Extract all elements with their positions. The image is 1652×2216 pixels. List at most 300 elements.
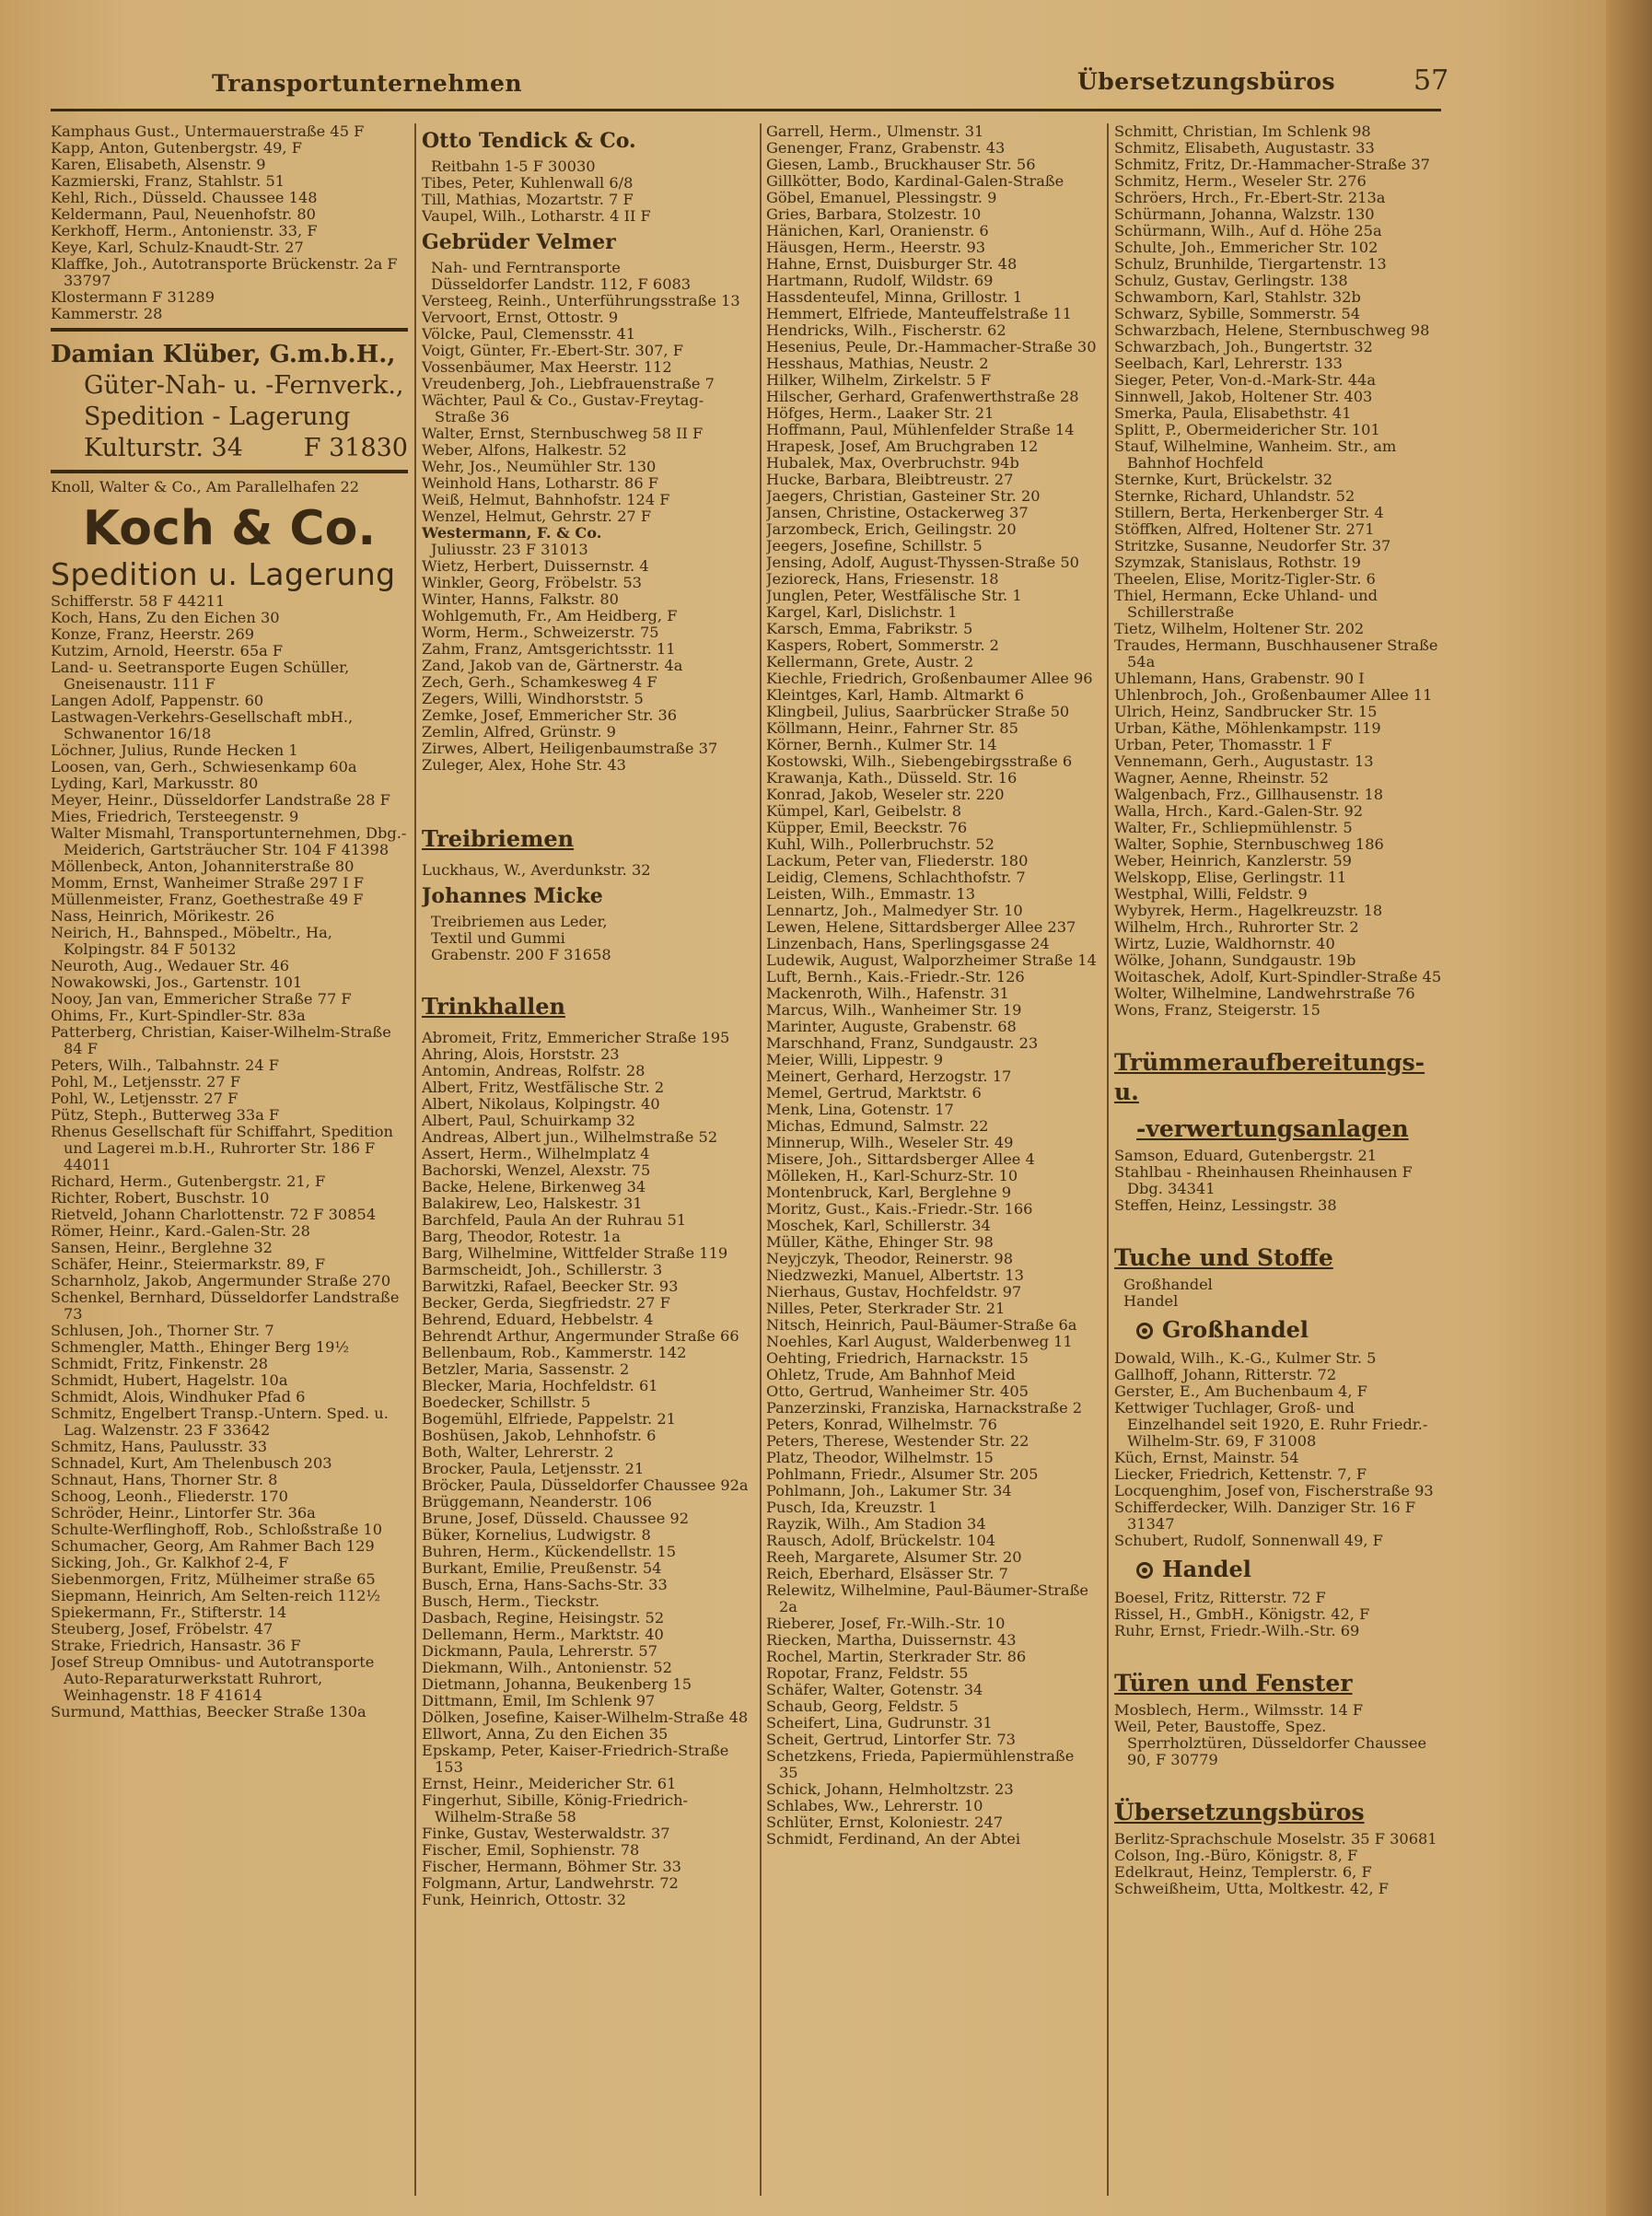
directory-entry: Genenger, Franz, Grabenstr. 43 xyxy=(766,139,1006,157)
directory-entry: Zuleger, Alex, Hohe Str. 43 xyxy=(422,756,626,774)
directory-entry: Kleintges, Karl, Hamb. Altmarkt 6 xyxy=(766,686,1025,704)
directory-entry: Edelkraut, Heinz, Templerstr. 6, F xyxy=(1114,1863,1372,1881)
directory-entry: Schifferstr. 58 F 44211 xyxy=(51,592,226,610)
directory-entry: Leidig, Clemens, Schlachthofstr. 7 xyxy=(766,869,1026,886)
directory-entry: Steffen, Heinz, Lessingstr. 38 xyxy=(1114,1196,1337,1214)
directory-entry: Hemmert, Elfriede, Manteuffelstraße 11 xyxy=(766,305,1072,322)
directory-entry: Kamphaus Gust., Untermauerstraße 45 F xyxy=(51,123,365,140)
ad-damian-klueber xyxy=(51,328,408,473)
directory-entry: Dellemann, Herm., Marktstr. 40 xyxy=(422,1626,664,1643)
directory-entry: Barmscheidt, Joh., Schillerstr. 3 xyxy=(422,1261,663,1278)
directory-entry: Körner, Bernh., Kulmer Str. 14 xyxy=(766,736,997,753)
directory-entry: Zegers, Willi, Windhorststr. 5 xyxy=(422,690,644,707)
directory-entry: Hahne, Ernst, Duisburger Str. 48 xyxy=(766,255,1018,273)
directory-entry: Kümpel, Karl, Geibelstr. 8 xyxy=(766,802,962,820)
directory-entry: Pohlmann, Joh., Lakumer Str. 34 xyxy=(766,1482,1012,1499)
directory-entry: Funk, Heinrich, Ottostr. 32 xyxy=(422,1891,626,1908)
directory-entry: Albert, Nikolaus, Kolpingstr. 40 xyxy=(422,1095,660,1113)
directory-entry: Schlabes, Ww., Lehrerstr. 10 xyxy=(766,1797,983,1814)
directory-entry: Schmidt, Alois, Windhuker Pfad 6 xyxy=(51,1388,306,1405)
directory-entry: Walla, Hrch., Kard.-Galen-Str. 92 xyxy=(1114,802,1364,820)
directory-entry: Rochel, Martin, Sterkrader Str. 86 xyxy=(766,1648,1027,1665)
directory-entry: Nah- und Ferntransporte xyxy=(431,259,621,276)
directory-entry: Neuroth, Aug., Wedauer Str. 46 xyxy=(51,957,290,974)
directory-entry: Weber, Alfons, Halkestr. 52 xyxy=(422,441,627,459)
directory-entry: Wietz, Herbert, Duissernstr. 4 xyxy=(422,557,649,575)
directory-entry: Neyjczyk, Theodor, Reinerstr. 98 xyxy=(766,1250,1013,1267)
ad-westermann-name: Westermann, F. & Co. xyxy=(422,524,602,542)
directory-entry: Schaub, Georg, Feldstr. 5 xyxy=(766,1697,959,1715)
directory-entry: Jezioreck, Hans, Friesenstr. 18 xyxy=(766,570,999,588)
directory-entry: Kerkhoff, Herm., Antonienstr. 33, F xyxy=(51,222,318,239)
directory-entry: Nierhaus, Gustav, Hochfeldstr. 97 xyxy=(766,1283,1022,1300)
directory-entry: Hucke, Barbara, Bleibtreustr. 27 xyxy=(766,471,1014,488)
directory-entry: Wölke, Johann, Sundgaustr. 19b xyxy=(1114,951,1356,969)
directory-entry: Epskamp, Peter, Kaiser-Friedrich-Straße 153 xyxy=(422,1742,729,1776)
directory-entry: Montenbruck, Karl, Berglehne 9 xyxy=(766,1184,1012,1201)
tuche-subcategory: Handel xyxy=(1123,1292,1179,1310)
directory-entry: Misere, Joh., Sittardsberger Allee 4 xyxy=(766,1150,1035,1168)
page-number: 57 xyxy=(1414,64,1449,97)
ad-tendick-address: Reitbahn 1-5 F 30030 xyxy=(431,157,596,175)
directory-entry: Barwitzki, Rafael, Beecker Str. 93 xyxy=(422,1277,679,1295)
directory-entry: Gallhoff, Johann, Ritterstr. 72 xyxy=(1114,1366,1337,1383)
directory-entry: Andreas, Albert jun., Wilhelmstraße 52 xyxy=(422,1128,718,1146)
directory-entry: Scharnholz, Jakob, Angermunder Straße 270 xyxy=(51,1272,391,1289)
directory-entry: Klingbeil, Julius, Saarbrücker Straße 50 xyxy=(766,703,1070,720)
directory-entry: Römer, Heinr., Kard.-Galen-Str. 28 xyxy=(51,1222,310,1240)
directory-entry: Brocker, Paula, Letjensstr. 21 xyxy=(422,1460,645,1477)
directory-entry: Schumacher, Georg, Am Rahmer Bach 129 xyxy=(51,1537,375,1555)
directory-entry: Ellwort, Anna, Zu den Eichen 35 xyxy=(422,1725,669,1743)
directory-entry: Schwarz, Sybille, Sommerstr. 54 xyxy=(1114,305,1361,322)
directory-entry: Ernst, Heinr., Meidericher Str. 61 xyxy=(422,1775,677,1792)
directory-entry: Schlusen, Joh., Thorner Str. 7 xyxy=(51,1322,274,1339)
directory-entry: Schwarzbach, Helene, Sternbuschweg 98 xyxy=(1114,321,1430,339)
directory-entry: Weber, Heinrich, Kanzlerstr. 59 xyxy=(1114,852,1352,869)
directory-entry: Rissel, H., GmbH., Königstr. 42, F xyxy=(1114,1605,1370,1623)
directory-entry: Schäfer, Walter, Gotenstr. 34 xyxy=(766,1681,983,1698)
directory-entry: Hassdenteufel, Minna, Grillostr. 1 xyxy=(766,288,1023,306)
directory-entry: Blecker, Maria, Hochfeldstr. 61 xyxy=(422,1377,658,1394)
directory-entry: Wilhelm, Hrch., Ruhrorter Str. 2 xyxy=(1114,918,1359,936)
directory-entry: Peters, Wilh., Talbahnstr. 24 F xyxy=(51,1056,280,1074)
directory-entry: Ludewik, August, Walporzheimer Straße 14 xyxy=(766,951,1097,969)
directory-entry: Steuberg, Josef, Fröbelstr. 47 xyxy=(51,1620,273,1638)
directory-entry: Möllenbeck, Anton, Johanniterstraße 80 xyxy=(51,857,355,875)
directory-entry: Platz, Theodor, Wilhelmstr. 15 xyxy=(766,1449,994,1466)
directory-entry: Hilscher, Gerhard, Grafenwerthstraße 28 xyxy=(766,388,1079,405)
directory-entry: Grabenstr. 200 F 31658 xyxy=(431,946,611,963)
directory-entry: Schröder, Heinr., Lintorfer Str. 36a xyxy=(51,1504,316,1522)
directory-entry: Richter, Robert, Buschstr. 10 xyxy=(51,1189,270,1207)
directory-entry: Otto, Gertrud, Wanheimer Str. 405 xyxy=(766,1382,1029,1400)
directory-entry: Schifferdecker, Wilh. Danziger Str. 16 F 31347 xyxy=(1114,1499,1416,1533)
section-heading-trinkhallen: Trinkhallen xyxy=(422,993,565,1020)
directory-entry: Neirich, H., Bahnsped., Möbeltr., Ha, Kolpingstr. 84 F 50132 xyxy=(51,924,332,958)
directory-entry: Siepmann, Heinrich, Am Selten-reich 112½ xyxy=(51,1587,381,1604)
directory-entry: Schmitz, Fritz, Dr.-Hammacher-Straße 37 xyxy=(1114,156,1430,173)
directory-entry: Welskopp, Elise, Gerlingstr. 11 xyxy=(1114,869,1347,886)
directory-entry: Urban, Peter, Thomasstr. 1 F xyxy=(1114,736,1332,753)
directory-entry: Sternke, Richard, Uhlandstr. 52 xyxy=(1114,487,1355,505)
directory-entry: Walter, Sophie, Sternbuschweg 186 xyxy=(1114,835,1384,853)
subheading-label: Großhandel xyxy=(1162,1316,1309,1343)
directory-entry: Bröcker, Paula, Düsseldorfer Chaussee 92a xyxy=(422,1476,749,1494)
directory-entry: Voigt, Günter, Fr.-Ebert-Str. 307, F xyxy=(422,342,683,359)
directory-entry: Hoffmann, Paul, Mühlenfelder Straße 14 xyxy=(766,421,1075,438)
directory-entry: Dietmann, Johanna, Beukenberg 15 xyxy=(422,1675,692,1693)
directory-entry: Mackenroth, Wilh., Hafenstr. 31 xyxy=(766,985,1009,1002)
directory-entry: Kuhl, Wilh., Pollerbruchstr. 52 xyxy=(766,835,995,853)
directory-entry: Fischer, Emil, Sophienstr. 78 xyxy=(422,1841,640,1859)
directory-entry: Urban, Käthe, Möhlenkampstr. 119 xyxy=(1114,719,1381,737)
directory-entry: Walter, Fr., Schliepmühlenstr. 5 xyxy=(1114,819,1353,836)
directory-entry: Boedecker, Schillstr. 5 xyxy=(422,1394,591,1411)
ad-koch-line: Spedition u. Lagerung xyxy=(51,556,396,592)
directory-entry: Wirtz, Luzie, Waldhornstr. 40 xyxy=(1114,935,1335,952)
directory-entry: Hendricks, Wilh., Fischerstr. 62 xyxy=(766,321,1006,339)
directory-entry: Langen Adolf, Pappenstr. 60 xyxy=(51,692,264,709)
directory-entry: Kapp, Anton, Gutenbergstr. 49, F xyxy=(51,139,302,157)
entry-list xyxy=(51,479,408,496)
directory-entry: Stöffken, Alfred, Holtener Str. 271 xyxy=(1114,520,1375,538)
column-divider xyxy=(760,123,762,2196)
directory-entry: Land- u. Seetransporte Eugen Schüller, Gneisenaustr. 111 F xyxy=(51,659,350,693)
directory-entry: Patterberg, Christian, Kaiser-Wilhelm-Straße 84 F xyxy=(51,1023,391,1057)
directory-entry: Weil, Peter, Baustoffe, Spez. Sperrholztüren, Düsseldorfer Chaussee 90, F 30779 xyxy=(1114,1718,1427,1768)
entry-list xyxy=(1114,1590,1446,1639)
directory-entry: Backe, Helene, Birkenweg 34 xyxy=(422,1178,646,1195)
directory-entry: Zahm, Franz, Amtsgerichtsstr. 11 xyxy=(422,640,676,658)
directory-entry: Zirwes, Albert, Heiligenbaumstraße 37 xyxy=(422,740,718,757)
directory-entry: Stahlbau - Rheinhausen Rheinhausen F Dbg. 34341 xyxy=(1114,1163,1413,1197)
directory-entry: Schoog, Leonh., Fliederstr. 170 xyxy=(51,1487,288,1505)
directory-entry: Kutzim, Arnold, Heerstr. 65a F xyxy=(51,642,284,659)
directory-entry: Jensing, Adolf, August-Thyssen-Straße 50 xyxy=(766,554,1079,571)
directory-entry: Schmidt, Fritz, Finkenstr. 28 xyxy=(51,1355,269,1372)
directory-entry: Samson, Eduard, Gutenbergstr. 21 xyxy=(1114,1147,1378,1164)
directory-entry: Schäfer, Heinr., Steiermarkstr. 89, F xyxy=(51,1255,326,1273)
directory-entry: Linzenbach, Hans, Sperlingsgasse 24 xyxy=(766,935,1050,952)
directory-entry: Memel, Gertrud, Marktstr. 6 xyxy=(766,1084,982,1102)
directory-entry: Meier, Willi, Lippestr. 9 xyxy=(766,1051,944,1068)
ad-line xyxy=(51,433,408,464)
directory-entry: Völcke, Paul, Clemensstr. 41 xyxy=(422,325,636,343)
directory-entry: Zand, Jakob van de, Gärtnerstr. 4a xyxy=(422,657,683,674)
directory-entry: Liecker, Friedrich, Kettenstr. 7, F xyxy=(1114,1465,1367,1483)
directory-entry: Göbel, Emanuel, Plessingstr. 9 xyxy=(766,189,997,206)
directory-entry: Surmund, Matthias, Beecker Straße 130a xyxy=(51,1703,366,1720)
directory-entry: Schenkel, Bernhard, Düsseldorfer Landstraße 73 xyxy=(51,1289,400,1323)
entry: Luckhaus, W., Averdunkstr. 32 xyxy=(422,861,651,879)
directory-entry: Jarzombeck, Erich, Geilingstr. 20 xyxy=(766,520,1017,538)
directory-entry: Schürmann, Johanna, Walzstr. 130 xyxy=(1114,205,1375,223)
column-3 xyxy=(766,123,1098,2196)
directory-entry: Meyer, Heinr., Düsseldorfer Landstraße 28 F xyxy=(51,791,390,809)
ad-velmer-name: Gebrüder Velmer xyxy=(422,230,616,254)
directory-entry: Ahring, Alois, Horststr. 23 xyxy=(422,1045,620,1063)
directory-entry: Leisten, Wilh., Emmastr. 13 xyxy=(766,885,976,903)
directory-entry: Meinert, Gerhard, Herzogstr. 17 xyxy=(766,1067,1012,1085)
directory-entry: Dowald, Wilh., K.-G., Kulmer Str. 5 xyxy=(1114,1349,1377,1367)
directory-entry: Schmitz, Elisabeth, Augustastr. 33 xyxy=(1114,139,1375,157)
section-heading-truemmer: Trümmeraufbereitungs- u. xyxy=(1114,1049,1425,1105)
subheading-label: Handel xyxy=(1162,1556,1251,1582)
directory-entry: Wolter, Wilhelmine, Landwehrstraße 76 xyxy=(1114,985,1415,1002)
directory-entry: Sinnwell, Jakob, Holtener Str. 403 xyxy=(1114,388,1373,405)
directory-entry: Splitt, P., Obermeidericher Str. 101 xyxy=(1114,421,1380,438)
ad-westermann-address: Juliusstr. 23 F 31013 xyxy=(431,541,588,558)
directory-entry: Spiekermann, Fr., Stifterstr. 14 xyxy=(51,1604,287,1621)
directory-entry: Peters, Therese, Westender Str. 22 xyxy=(766,1432,1030,1450)
section-heading-uebersetzung: Übersetzungsbüros xyxy=(1114,1799,1365,1825)
subheading-grosshandel xyxy=(1114,1315,1446,1345)
ad-line: Spedition - Lagerung xyxy=(84,402,351,431)
directory-entry: Bachorski, Wenzel, Alexstr. 75 xyxy=(422,1161,651,1179)
directory-entry: Becker, Gerda, Siegfriedstr. 27 F xyxy=(422,1294,670,1312)
directory-entry: Woitaschek, Adolf, Kurt-Spindler-Straße 45 xyxy=(1114,968,1442,986)
entry-list xyxy=(51,593,408,1720)
directory-entry: Sansen, Heinr., Berglehne 32 xyxy=(51,1239,273,1256)
directory-entry: Schwamborn, Karl, Stahlstr. 32b xyxy=(1114,288,1361,306)
directory-entry: Klaffke, Joh., Autotransporte Brückenstr. 2a F 33797 xyxy=(51,255,398,289)
directory-entry: Gillkötter, Bodo, Kardinal-Galen-Straße xyxy=(766,172,1064,190)
page-edge xyxy=(1606,0,1652,2216)
directory-entry: Schröers, Hrch., Fr.-Ebert-Str. 213a xyxy=(1114,189,1386,206)
directory-entry: Dölken, Josefine, Kaiser-Wilhelm-Straße 48 xyxy=(422,1709,749,1726)
ad-micke-lines xyxy=(422,914,753,963)
ad-micke-name: Johannes Micke xyxy=(422,884,603,908)
directory-entry: Reich, Eberhard, Elsässer Str. 7 xyxy=(766,1565,1008,1582)
directory-entry: Brune, Josef, Düsseld. Chaussee 92 xyxy=(422,1510,690,1527)
directory-entry: Peters, Konrad, Wilhelmstr. 76 xyxy=(766,1416,997,1433)
directory-entry: Richard, Herm., Gutenbergstr. 21, F xyxy=(51,1172,326,1190)
directory-entry: Zemke, Josef, Emmericher Str. 36 xyxy=(422,706,678,724)
directory-entry: Bellenbaum, Rob., Kammerstr. 142 xyxy=(422,1344,687,1361)
directory-entry: Folgmann, Artur, Landwehrstr. 72 xyxy=(422,1874,679,1892)
directory-entry: Rausch, Adolf, Brückelstr. 104 xyxy=(766,1532,996,1549)
directory-entry: Stillern, Berta, Herkenberger Str. 4 xyxy=(1114,504,1384,521)
directory-entry: Uhlenbroch, Joh., Großenbaumer Allee 11 xyxy=(1114,686,1433,704)
ad-phone: F 31830 xyxy=(303,434,408,462)
entry-list xyxy=(422,293,753,525)
directory-entry: Momm, Ernst, Wanheimer Straße 297 I F xyxy=(51,874,365,892)
directory-entry: Jeegers, Josefine, Schillstr. 5 xyxy=(766,537,983,554)
directory-entry: Nitsch, Heinrich, Paul-Bäumer-Straße 6a xyxy=(766,1316,1077,1334)
directory-entry: Weiß, Helmut, Bahnhofstr. 124 F xyxy=(422,491,670,508)
section-heading-treibriemen: Treibriemen xyxy=(422,825,575,852)
directory-entry: Küch, Ernst, Mainstr. 54 xyxy=(1114,1449,1299,1466)
directory-entry: Siebenmorgen, Fritz, Mülheimer straße 65 xyxy=(51,1570,376,1588)
directory-entry: Seelbach, Karl, Lehrerstr. 133 xyxy=(1114,355,1343,372)
directory-entry: Schürmann, Wilh., Auf d. Höhe 25a xyxy=(1114,222,1382,239)
directory-entry: Oehting, Friedrich, Harnackstr. 15 xyxy=(766,1349,1029,1367)
directory-entry: Scheit, Gertrud, Lintorfer Str. 73 xyxy=(766,1731,1016,1748)
directory-entry: Giesen, Lamb., Bruckhauser Str. 56 xyxy=(766,156,1036,173)
directory-entry: Wons, Franz, Steigerstr. 15 xyxy=(1114,1001,1320,1019)
directory-entry: Panzerzinski, Franziska, Harnackstraße 2 xyxy=(766,1399,1083,1417)
entry-list xyxy=(1114,1350,1446,1549)
directory-entry: Riecken, Martha, Duissernstr. 43 xyxy=(766,1631,1017,1649)
directory-entry: Traudes, Hermann, Buschhausener Straße 54a xyxy=(1114,636,1438,671)
entry-list xyxy=(1114,1702,1446,1768)
directory-entry: Schulz, Gustav, Gerlingstr. 138 xyxy=(1114,272,1348,289)
directory-entry: Nooy, Jan van, Emmericher Straße 77 F xyxy=(51,990,352,1008)
directory-entry: Wagner, Aenne, Rheinstr. 52 xyxy=(1114,769,1329,787)
directory-entry: Barg, Theodor, Rotestr. 1a xyxy=(422,1228,621,1245)
directory-entry: Walter, Ernst, Sternbuschweg 58 II F xyxy=(422,425,704,442)
directory-entry: Ruhr, Ernst, Friedr.-Wilh.-Str. 69 xyxy=(1114,1622,1360,1639)
directory-entry: Dasbach, Regine, Heisingstr. 52 xyxy=(422,1609,665,1627)
directory-entry: Knoll, Walter & Co., Am Parallelhafen 22 xyxy=(51,478,360,496)
header-left-title: Transportunternehmen xyxy=(212,70,523,97)
directory-entry: Sternke, Kurt, Brückelstr. 32 xyxy=(1114,471,1333,488)
entry-list xyxy=(1114,123,1446,1019)
directory-entry: Till, Mathias, Mozartstr. 7 F xyxy=(422,191,634,208)
directory-entry: Tietz, Wilhelm, Holtener Str. 202 xyxy=(1114,620,1365,637)
directory-entry: Diekmann, Wilh., Antonienstr. 52 xyxy=(422,1659,672,1676)
directory-entry: Dickmann, Paula, Lehrerstr. 57 xyxy=(422,1642,658,1660)
directory-entry: Junglen, Peter, Westfälische Str. 1 xyxy=(766,587,1022,604)
directory-entry: Reeh, Margarete, Alsumer Str. 20 xyxy=(766,1548,1022,1566)
directory-entry: Vennemann, Gerh., Augustastr. 13 xyxy=(1114,752,1374,770)
section-heading-truemmer-2: -verwertungsanlagen xyxy=(1136,1115,1409,1142)
directory-entry: Kehl, Rich., Düsseld. Chaussee 148 xyxy=(51,189,318,206)
directory-entry: Moritz, Gust., Kais.-Friedr.-Str. 166 xyxy=(766,1200,1033,1218)
directory-entry: Scheifert, Lina, Gudrunstr. 31 xyxy=(766,1714,993,1732)
directory-entry: Wybyrek, Herm., Hagelkreuzstr. 18 xyxy=(1114,902,1383,919)
header-right-title: Übersetzungsbüros xyxy=(1077,68,1336,95)
directory-entry: Wehr, Jos., Neumühler Str. 130 xyxy=(422,458,657,475)
directory-entry: Tibes, Peter, Kuhlenwall 6/8 xyxy=(422,174,634,192)
ad-line: Güter-Nah- u. -Fernverk., xyxy=(84,371,404,400)
directory-entry: Hartmann, Rudolf, Wildstr. 69 xyxy=(766,272,994,289)
directory-entry: Gries, Barbara, Stolzestr. 10 xyxy=(766,205,982,223)
entry-list xyxy=(1114,1831,1446,1897)
directory-entry: Büker, Kornelius, Ludwigstr. 8 xyxy=(422,1526,651,1544)
directory-entry: Karen, Elisabeth, Alsenstr. 9 xyxy=(51,156,266,173)
directory-entry: Ohims, Fr., Kurt-Spindler-Str. 83a xyxy=(51,1007,306,1024)
directory-entry: Berlitz-Sprachschule Moselstr. 35 F 30681 xyxy=(1114,1830,1437,1848)
directory-entry: Hesenius, Peule, Dr.-Hammacher-Straße 30 xyxy=(766,338,1097,356)
ad-address: Kulturstr. 34 xyxy=(84,434,243,462)
directory-entry: Fischer, Hermann, Böhmer Str. 33 xyxy=(422,1858,681,1875)
directory-entry: Krawanja, Kath., Düsseld. Str. 16 xyxy=(766,769,1018,787)
directory-entry: Jansen, Christine, Ostackerweg 37 xyxy=(766,504,1029,521)
directory-entry: Behrendt Arthur, Angermunder Straße 66 xyxy=(422,1327,739,1345)
directory-entry: Schmidt, Hubert, Hagelstr. 10a xyxy=(51,1371,288,1389)
directory-entry: Antomin, Andreas, Rolfstr. 28 xyxy=(422,1062,646,1079)
directory-entry: Boesel, Fritz, Ritterstr. 72 F xyxy=(1114,1589,1326,1606)
directory-entry: Hänichen, Karl, Oranienstr. 6 xyxy=(766,222,989,239)
directory-entry: Häusgen, Herm., Heerstr. 93 xyxy=(766,239,986,256)
directory-entry: Schmitz, Hans, Paulusstr. 33 xyxy=(51,1438,268,1455)
column-divider xyxy=(414,123,416,2196)
directory-entry: Schnadel, Kurt, Am Thelenbusch 203 xyxy=(51,1454,332,1472)
ring-bullet-icon xyxy=(1136,1562,1153,1579)
directory-entry: Both, Walter, Lehrerstr. 2 xyxy=(422,1443,614,1461)
directory-entry: Vervoort, Ernst, Ottostr. 9 xyxy=(422,309,619,326)
ad-title: Damian Klüber, G.m.b.H., xyxy=(51,341,396,368)
directory-entry: Hrapesk, Josef, Am Bruchgraben 12 xyxy=(766,437,1039,455)
section-heading-tueren: Türen und Fenster xyxy=(1114,1670,1353,1697)
directory-entry: Pohlmann, Friedr., Alsumer Str. 205 xyxy=(766,1465,1039,1483)
directory-entry: Lastwagen-Verkehrs-Gesellschaft mbH., Schwanentor 16/18 xyxy=(51,708,354,742)
directory-entry: Strake, Friedrich, Hansastr. 36 F xyxy=(51,1637,301,1654)
directory-entry: Schmidt, Ferdinand, An der Abtei xyxy=(766,1830,1021,1848)
directory-entry: Mies, Friedrich, Tersteegenstr. 9 xyxy=(51,808,299,825)
directory-entry: Rayzik, Wilh., Am Stadion 34 xyxy=(766,1515,986,1533)
directory-entry: Winkler, Georg, Fröbelstr. 53 xyxy=(422,574,642,591)
directory-entry: Buhren, Herm., Kückendellstr. 15 xyxy=(422,1543,676,1560)
directory-entry: Moschek, Karl, Schillerstr. 34 xyxy=(766,1217,991,1234)
directory-entry: Rhenus Gesellschaft für Schiffahrt, Spedition und Lagerei m.b.H., Ruhrorter Str. 186 F 44011 xyxy=(51,1123,393,1173)
directory-entry: Schmitz, Engelbert Transp.-Untern. Sped. u. Lag. Walzenstr. 23 F 33642 xyxy=(51,1405,389,1439)
ring-bullet-icon xyxy=(1136,1323,1153,1339)
entry-list xyxy=(766,123,1098,1848)
directory-entry: Schick, Johann, Helmholtzstr. 23 xyxy=(766,1780,1014,1798)
directory-entry: Lackum, Peter van, Fliederstr. 180 xyxy=(766,852,1029,869)
directory-entry: Michas, Edmund, Salmstr. 22 xyxy=(766,1117,989,1135)
directory-entry: Bogemühl, Elfriede, Pappelstr. 21 xyxy=(422,1410,676,1428)
directory-entry: Müllenmeister, Franz, Goethestraße 49 F xyxy=(51,891,364,908)
directory-entry: Brüggemann, Neanderstr. 106 xyxy=(422,1493,652,1510)
directory-entry: Busch, Erna, Hans-Sachs-Str. 33 xyxy=(422,1576,668,1593)
directory-entry: Garrell, Herm., Ulmenstr. 31 xyxy=(766,123,984,140)
directory-entry: Pohl, W., Letjensstr. 27 F xyxy=(51,1090,238,1107)
directory-entry: Schmitz, Herm., Weseler Str. 276 xyxy=(1114,172,1367,190)
column-divider xyxy=(1107,123,1109,2196)
directory-entry: Dittmann, Emil, Im Schlenk 97 xyxy=(422,1692,656,1709)
directory-entry: Barg, Wilhelmine, Wittfelder Straße 119 xyxy=(422,1244,728,1262)
directory-entry: Köllmann, Heinr., Fahrner Str. 85 xyxy=(766,719,1018,737)
directory-entry: Kammerstr. 28 xyxy=(51,305,163,322)
directory-entry: Klostermann F 31289 xyxy=(51,288,215,306)
entry-list xyxy=(422,558,753,774)
directory-entry: Betzler, Maria, Sassenstr. 2 xyxy=(422,1360,630,1378)
directory-entry: Koch, Hans, Zu den Eichen 30 xyxy=(51,609,280,626)
directory-entry: Minnerup, Wilh., Weseler Str. 49 xyxy=(766,1134,1014,1151)
directory-entry: Vreudenberg, Joh., Liebfrauenstraße 7 xyxy=(422,375,715,392)
directory-entry: Nowakowski, Jos., Gartenstr. 101 xyxy=(51,974,303,991)
directory-entry: Wächter, Paul & Co., Gustav-Freytag-Straße 36 xyxy=(422,391,704,426)
directory-entry: Keye, Karl, Schulz-Knaudt-Str. 27 xyxy=(51,239,304,256)
directory-entry: Gerster, E., Am Buchenbaum 4, F xyxy=(1114,1382,1367,1400)
section-heading-tuche: Tuche und Stoffe xyxy=(1114,1244,1333,1271)
directory-entry: Vossenbäumer, Max Heerstr. 112 xyxy=(422,358,672,376)
directory-entry: Lewen, Helene, Sittardsberger Allee 237 xyxy=(766,918,1076,936)
entry-list xyxy=(422,1030,753,1908)
directory-entry: Höfges, Herm., Laaker Str. 21 xyxy=(766,404,995,422)
directory-entry: Josef Streup Omnibus- und Autotransporte Auto-Reparaturwerkstatt Ruhrort, Weinhagenstr. 18 F 41614 xyxy=(51,1653,375,1704)
directory-entry: Abromeit, Fritz, Emmericher Straße 195 xyxy=(422,1029,730,1046)
entry-list xyxy=(1114,1148,1446,1214)
directory-entry: Balakirew, Leo, Halskestr. 31 xyxy=(422,1195,643,1212)
directory-entry: Hubalek, Max, Overbruchstr. 94b xyxy=(766,454,1019,472)
directory-entry: Walter Mismahl, Transportunternehmen, Dbg.-Meiderich, Gartsträucher Str. 104 F 41398 xyxy=(51,824,407,858)
directory-entry: Küpper, Emil, Beeckstr. 76 xyxy=(766,819,968,836)
directory-entry: Schmengler, Matth., Ehinger Berg 19½ xyxy=(51,1338,350,1356)
directory-entry: Marcus, Wilh., Wanheimer Str. 19 xyxy=(766,1001,1022,1019)
directory-entry: Keldermann, Paul, Neuenhofstr. 80 xyxy=(51,205,316,223)
directory-entry: Hilker, Wilhelm, Zirkelstr. 5 F xyxy=(766,371,992,389)
column-1 xyxy=(51,123,408,2196)
directory-entry: Stauf, Wilhelmine, Wanheim. Str., am Bahnhof Hochfeld xyxy=(1114,437,1397,472)
directory-entry: Schulte-Werflinghoff, Rob., Schloßstraße 10 xyxy=(51,1521,383,1538)
directory-entry: Stritzke, Susanne, Neudorfer Str. 37 xyxy=(1114,537,1391,554)
directory-entry: Rietveld, Johann Charlottenstr. 72 F 30854 xyxy=(51,1206,377,1223)
